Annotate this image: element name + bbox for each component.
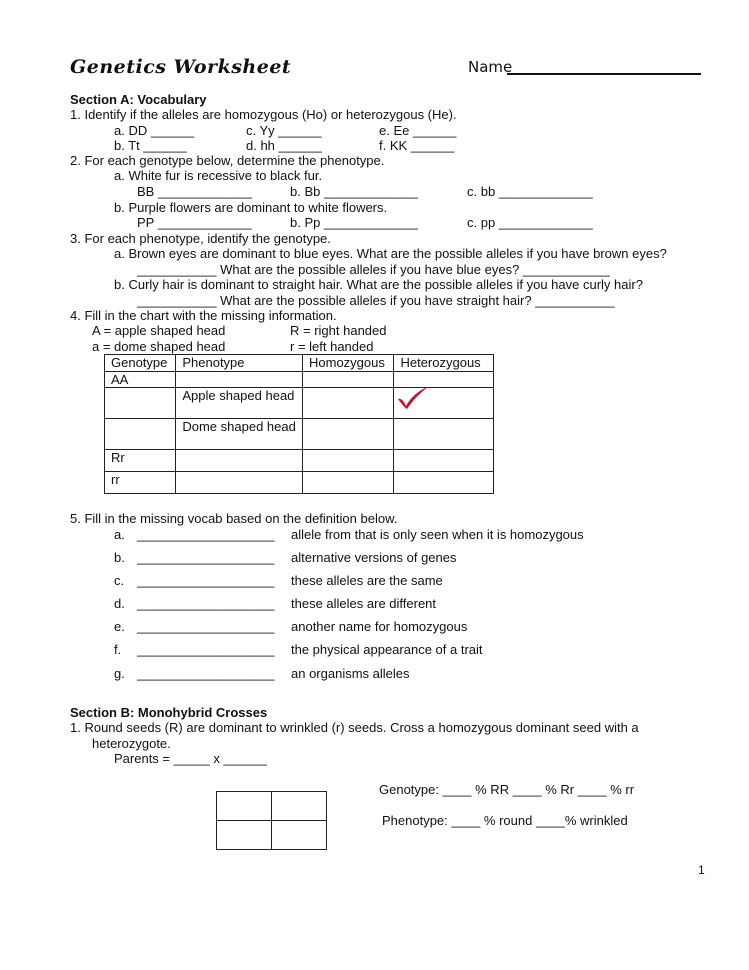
section-b-heading: Section B: Monohybrid Crosses <box>70 705 268 720</box>
header-genotype: Genotype <box>105 355 176 372</box>
q1-item-e: e. Ee ______ <box>379 123 457 138</box>
question-1-text: 1. Identify if the alleles are homozygous (Ho) or heterozygous (He). <box>70 107 457 122</box>
cell-homozygous[interactable] <box>303 388 394 419</box>
vocab-definition: an organisms alleles <box>291 666 410 681</box>
vocab-blank[interactable]: ___________________ <box>137 550 275 565</box>
q3-a-line-1: a. Brown eyes are dominant to blue eyes. What are the possible alleles if you have brown eyes? <box>114 246 667 261</box>
vocab-blank[interactable]: ___________________ <box>137 573 275 588</box>
cell-phenotype[interactable] <box>176 450 303 472</box>
question-4-text: 4. Fill in the chart with the missing information. <box>70 308 337 323</box>
cell-genotype: rr <box>105 472 176 494</box>
vocab-letter: d. <box>114 596 125 611</box>
question-2-text: 2. For each genotype below, determine the phenotype. <box>70 153 385 168</box>
genotype-ratio-line: Genotype: ____ % RR ____ % Rr ____ % rr <box>379 782 635 797</box>
vocab-definition: these alleles are the same <box>291 573 443 588</box>
vocab-blank[interactable]: ___________________ <box>137 619 275 634</box>
chart-header-row <box>105 355 494 372</box>
q2-b-text: b. Purple flowers are dominant to white flowers. <box>114 200 388 215</box>
q2-a-answer-Bb: b. Bb _____________ <box>290 184 418 199</box>
chart-row <box>105 419 494 450</box>
q2-b-answer-Pp: b. Pp _____________ <box>290 215 418 230</box>
header-homozygous: Homozygous <box>303 355 394 372</box>
q2-a-text: a. White fur is recessive to black fur. <box>114 168 323 183</box>
q3-a-line-2: ___________ What are the possible alleles if you have blue eyes? ____________ <box>137 262 610 277</box>
chart-row <box>105 450 494 472</box>
cell-homozygous[interactable] <box>303 472 394 494</box>
vocab-definition: alternative versions of genes <box>291 550 457 565</box>
vocab-letter: c. <box>114 573 125 588</box>
cell-homozygous[interactable] <box>303 419 394 450</box>
punnett-square <box>216 791 327 850</box>
vocab-letter: b. <box>114 550 125 565</box>
vocab-definition: another name for homozygous <box>291 619 468 634</box>
q2-a-answer-bb: BB _____________ <box>137 184 252 199</box>
vocab-letter: e. <box>114 619 125 634</box>
vocab-letter: a. <box>114 527 125 542</box>
q3-b-line-1: b. Curly hair is dominant to straight hair. What are the possible alleles if you have curly hair? <box>114 277 643 292</box>
question-5-text: 5. Fill in the missing vocab based on the definition below. <box>70 511 398 526</box>
vocab-definition: these alleles are different <box>291 596 437 611</box>
section-b-q1-line-2: heterozygote. <box>92 736 171 751</box>
key-right-handed: R = right handed <box>290 323 387 338</box>
vocab-blank[interactable]: ___________________ <box>137 642 275 657</box>
cell-phenotype: Dome shaped head <box>176 419 303 450</box>
q3-b-line-2: ___________ What are the possible alleles if you have straight hair? ___________ <box>137 293 615 308</box>
vocab-letter: g. <box>114 666 125 681</box>
chart-row <box>105 372 494 388</box>
cell-genotype[interactable] <box>105 419 176 450</box>
chart-row <box>105 472 494 494</box>
name-field-line[interactable] <box>507 73 701 75</box>
punnett-row <box>217 792 327 821</box>
vocab-definition: allele from that is only seen when it is homozygous <box>291 527 584 542</box>
q1-item-b: b. Tt ______ <box>114 138 187 153</box>
q2-a-answer-bb-recessive: c. bb _____________ <box>467 184 593 199</box>
vocab-letter: f. <box>114 642 122 657</box>
q1-item-a: a. DD ______ <box>114 123 195 138</box>
key-dome-head: a = dome shaped head <box>92 339 226 354</box>
check-mark-icon <box>395 385 431 411</box>
chart-row <box>105 388 494 419</box>
cell-heterozygous[interactable] <box>394 472 494 494</box>
q1-item-c: c. Yy ______ <box>246 123 322 138</box>
section-a-heading: Section A: Vocabulary <box>70 92 207 107</box>
header-phenotype: Phenotype <box>176 355 303 372</box>
worksheet-title: Genetics Worksheet <box>70 56 292 78</box>
punnett-cell[interactable] <box>272 792 327 821</box>
vocab-blank[interactable]: ___________________ <box>137 596 275 611</box>
punnett-row <box>217 821 327 850</box>
parents-line: Parents = _____ x ______ <box>114 751 267 766</box>
page-number: 1 <box>698 863 705 877</box>
punnett-cell[interactable] <box>217 792 272 821</box>
cell-heterozygous[interactable] <box>394 419 494 450</box>
q2-b-answer-pp: c. pp _____________ <box>467 215 593 230</box>
key-apple-head: A = apple shaped head <box>92 323 226 338</box>
cell-homozygous[interactable] <box>303 372 394 388</box>
question-3-text: 3. For each phenotype, identify the genotype. <box>70 231 331 246</box>
cell-genotype[interactable] <box>105 388 176 419</box>
punnett-cell[interactable] <box>272 821 327 850</box>
vocab-definition: the physical appearance of a trait <box>291 642 483 657</box>
cell-genotype: Rr <box>105 450 176 472</box>
name-label: Name <box>468 58 513 76</box>
cell-homozygous[interactable] <box>303 450 394 472</box>
q1-item-d: d. hh ______ <box>246 138 322 153</box>
q2-b-answer-PP: PP _____________ <box>137 215 252 230</box>
header-heterozygous: Heterozygous <box>394 355 494 372</box>
vocab-blank[interactable]: ___________________ <box>137 666 275 681</box>
vocab-blank[interactable]: ___________________ <box>137 527 275 542</box>
cell-genotype: AA <box>105 372 176 388</box>
cell-phenotype: Apple shaped head <box>176 388 303 419</box>
genotype-phenotype-chart <box>104 354 494 494</box>
cell-heterozygous[interactable] <box>394 450 494 472</box>
phenotype-ratio-line: Phenotype: ____ % round ____% wrinkled <box>382 813 628 828</box>
q1-item-f: f. KK ______ <box>379 138 455 153</box>
cell-phenotype[interactable] <box>176 372 303 388</box>
punnett-cell[interactable] <box>217 821 272 850</box>
section-b-q1-line-1: 1. Round seeds (R) are dominant to wrinkled (r) seeds. Cross a homozygous dominant seed with a <box>70 720 639 735</box>
key-left-handed: r = left handed <box>290 339 374 354</box>
cell-phenotype[interactable] <box>176 472 303 494</box>
